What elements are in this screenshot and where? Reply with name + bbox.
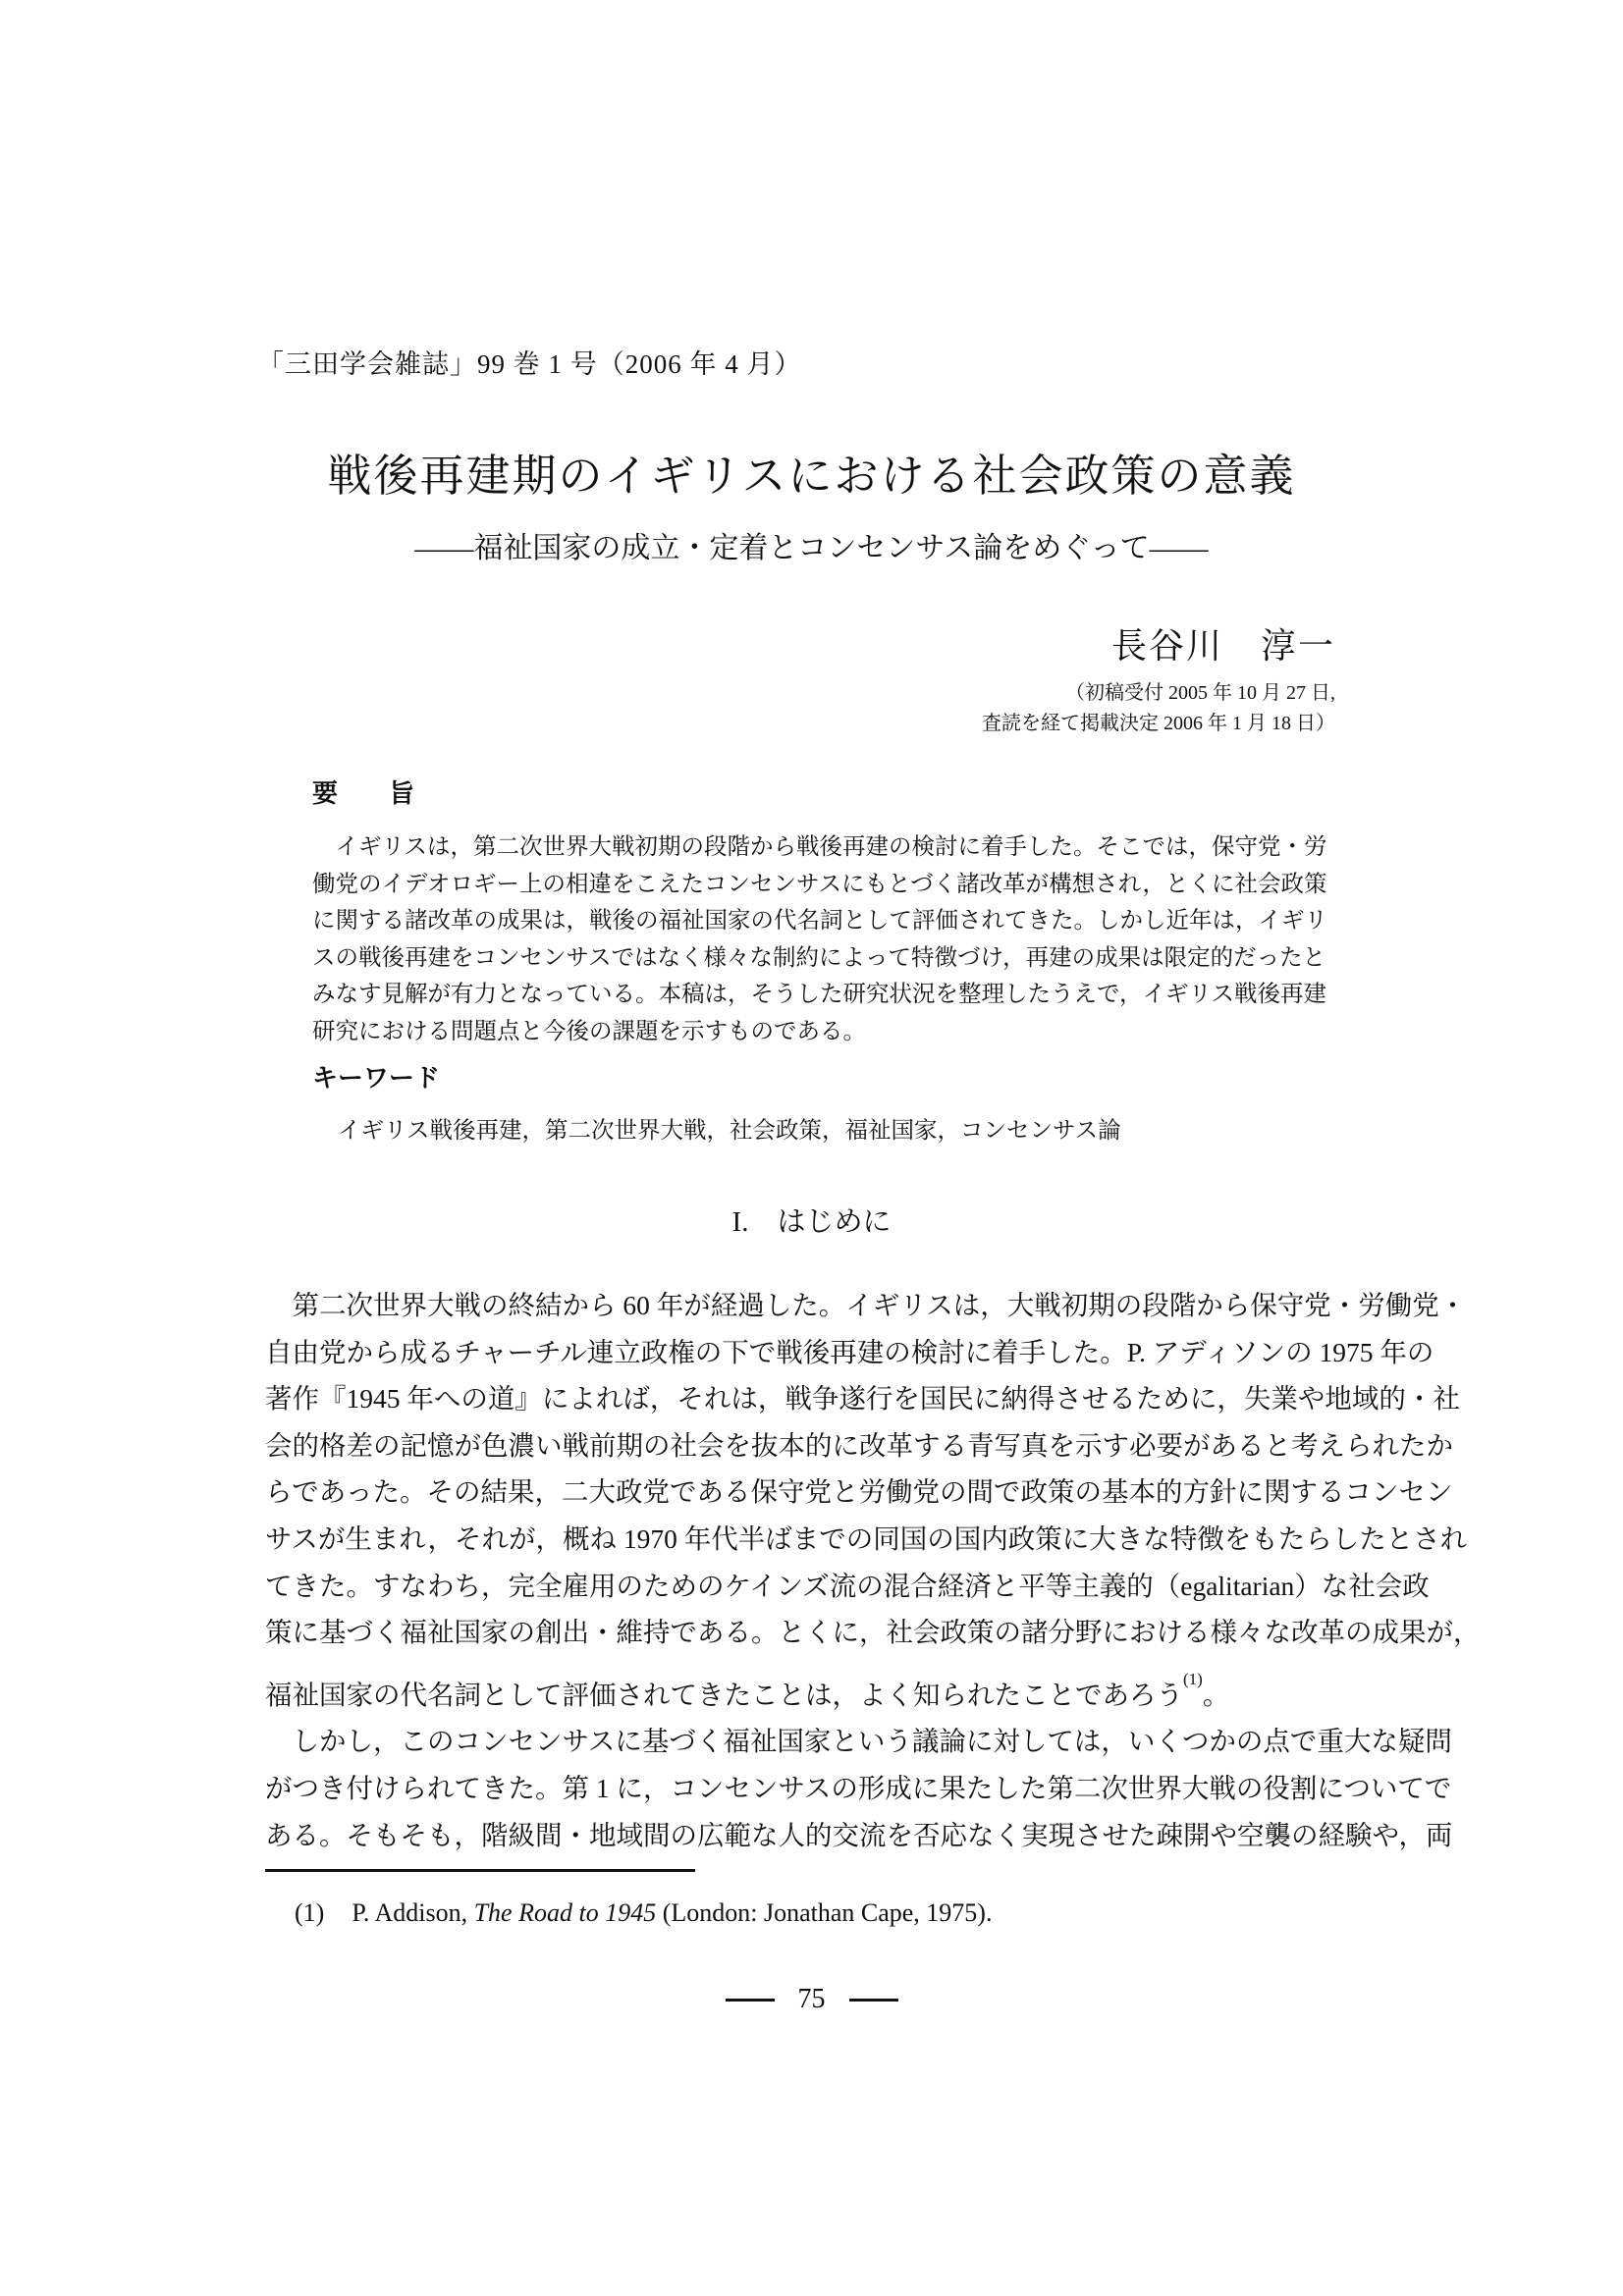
received-date-line-1: （初稿受付 2005 年 10 月 27 日, [1065, 682, 1335, 704]
abstract-line: 働党のイデオロギー上の相違をこえたコンセンサスにもとづく諸改革が構想され，とくに社会政策 [312, 871, 1327, 897]
journal-issue-line: 「三田学会雑誌」99 巻 1 号（2006 年 4 月） [257, 349, 802, 379]
abstract-section [312, 774, 1327, 1051]
abstract-heading: 要 旨 [312, 778, 415, 808]
author-block [982, 618, 1335, 739]
abstract-line: 研究における問題点と今後の課題を示すものである。 [312, 1018, 866, 1044]
article-subtitle: ――福祉国家の成立・定着とコンセンサス論をめぐって―― [414, 532, 1209, 564]
abstract-line: イギリスは，第二次世界大戦初期の段階から戦後再建の検討に着手した。そこでは，保守党・労 [312, 834, 1327, 860]
body-line: 策に基づく福祉国家の創出・維持である。とくに，社会政策の諸分野における様々な改革の成果が， [265, 1617, 1481, 1648]
author-name: 長谷川 淳一 [1110, 626, 1335, 666]
body-line: がつき付けられてきた。第 1 に，コンセンサスの形成に果たした第二次世界大戦の役割についてで [265, 1772, 1452, 1803]
abstract-line: みなす見解が有力となっている。本稿は，そうした研究状況を整理したうえで，イギリス戦後再建 [312, 982, 1327, 1008]
keywords-section [312, 1058, 1324, 1145]
footer-left-rule [726, 1999, 775, 2002]
footnote-marker: (1) [295, 1898, 325, 1927]
footnote-reference-mark: (1) [1183, 1669, 1203, 1688]
footnote-book-title: The Road to 1945 [473, 1898, 657, 1927]
body-line: てきた。すなわち，完全雇用のためのケインズ流の混合経済と平等主義的（egalitarian）な社会政 [265, 1570, 1430, 1601]
section-heading-introduction: I. はじめに [731, 1206, 892, 1238]
body-line-text: 。 [1202, 1679, 1230, 1710]
footnote-1 [295, 1898, 992, 1928]
footnote-separator-rule [265, 1869, 695, 1872]
abstract-line: スの戦後再建をコンセンサスではなく様々な制約によって特徴づけ，再建の成果は限定的だったと [312, 944, 1326, 971]
body-line: 会的格差の記憶が色濃い戦前期の社会を抜本的に改革する青写真を示す必要があると考えられたか [265, 1429, 1453, 1461]
keywords-line: イギリス戦後再建，第二次世界大戦，社会政策，福祉国家，コンセンサス論 [338, 1118, 1121, 1144]
page-footer [0, 1984, 1623, 2015]
footnote-text: P. Addison, [352, 1898, 474, 1927]
body-line: サスが生まれ，それが，概ね 1970 年代半ばまでの同国の国内政策に大きな特徴をもたらしたとされ [265, 1522, 1468, 1554]
body-line-with-footnote-mark [265, 1656, 1371, 1719]
footer-right-rule [849, 1999, 898, 2002]
footnote-text: (London: Jonathan Cape, 1975). [656, 1898, 993, 1927]
body-line-text: 福祉国家の代名詞として評価されてきたことは，よく知られたことであろう [265, 1679, 1183, 1710]
body-line: 自由党から成るチャーチル連立政権の下で戦後再建の検討に着手した。P. アディソンの 1975 年の [265, 1336, 1434, 1367]
body-line: 著作『1945 年への道』によれば，それは，戦争遂行を国民に納得させるために，失業や地域的・社 [265, 1383, 1460, 1415]
body-line: らであった。その結果，二大政党である保守党と労働党の間で政策の基本的方針に関するコンセン [265, 1476, 1453, 1508]
article-title: 戦後再建期のイギリスにおける社会政策の意義 [327, 452, 1296, 501]
body-line: ある。そもそも，階級間・地域間の広範な人的交流を否応なく実現させた疎開や空襲の経験や，両 [265, 1819, 1453, 1850]
abstract-line: に関する諸改革の成果は，戦後の福祉国家の代名詞として評価されてきた。しかし近年は，イギリ [312, 908, 1327, 934]
body-line: 第二次世界大戦の終結から 60 年が経過した。イギリスは，大戦初期の段階から保守党・労働党・ [265, 1290, 1467, 1320]
body-line: しかし，このコンセンサスに基づく福祉国家という議論に対しては，いくつかの点で重大な疑問 [265, 1726, 1452, 1757]
received-date-line-2: 査読を経て掲載決定 2006 年 1 月 18 日） [982, 713, 1335, 734]
page-number: 75 [797, 1984, 826, 2014]
body-text [265, 1282, 1481, 1858]
keywords-heading: キーワード [312, 1063, 441, 1093]
